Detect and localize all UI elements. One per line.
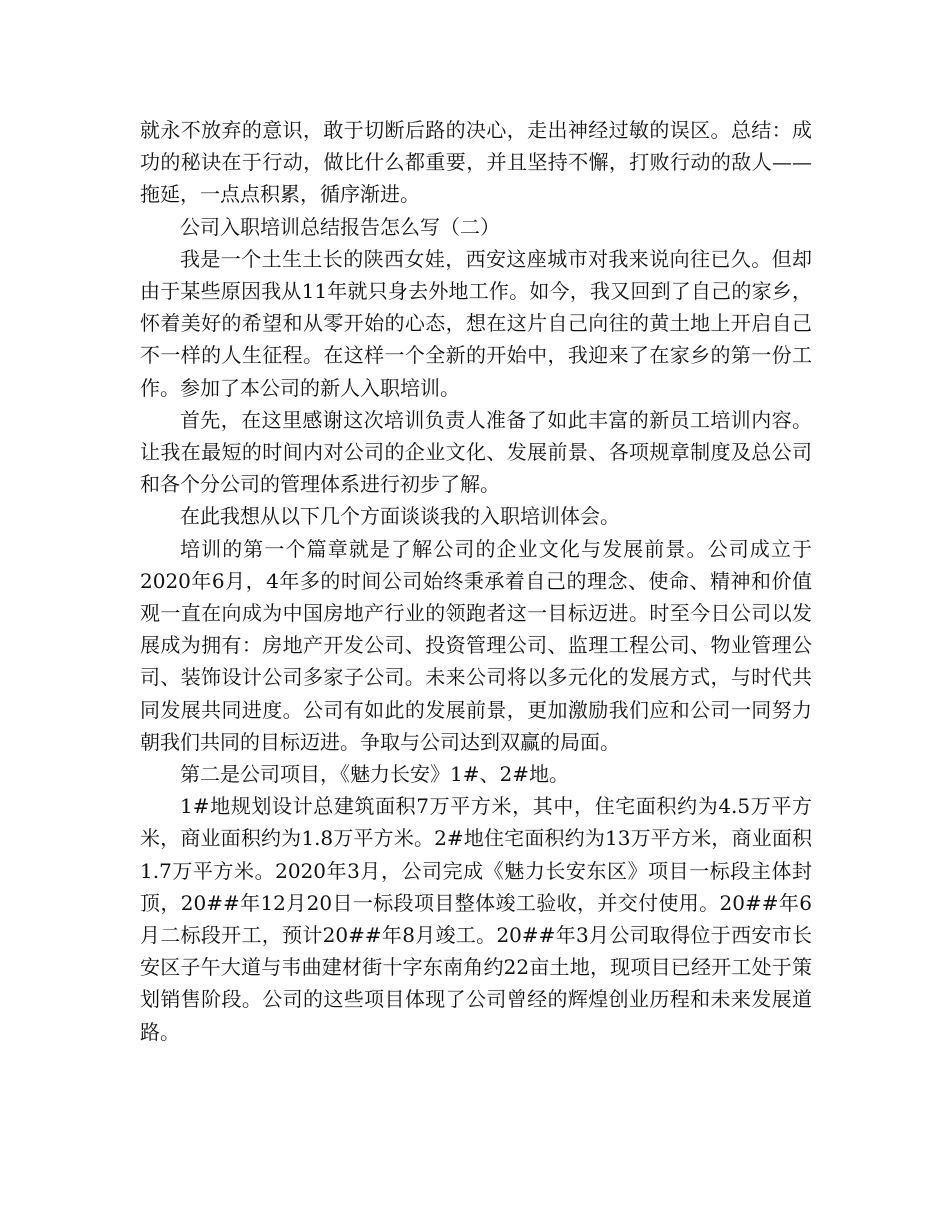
paragraph-projects-heading: 第二是公司项目，《魅力长安》1#、2#地。 (180, 762, 569, 787)
paragraph-aspects: 在此我想从以下几个方面谈谈我的入职培训体会。 (180, 504, 620, 529)
paragraph-intro: 我是一个土生土长的陕西女娃，西安这座城市对我来说向往已久。但却由于某些原因我从11年就只身去外地工作。如今，我又回到了自己的家乡，怀着美好的希望和从零开始的心态，想在这片自己向往的黄土地上开启自己不一样的人生征程。在这样一个全新的开始中，我迎来了在家乡的第一份工作。参加了本公司的新人入职培训。 (140, 246, 812, 400)
paragraph-projects-detail: 1#地规划设计总建筑面积7万平方米，其中，住宅面积约为4.5万平方米，商业面积约为1.8万平方米。2#地住宅面积约为13万平方米，商业面积1.7万平方米。2020年3月，公司完成《魅力长安东区》项目一标段主体封顶，20##年12月20日一标段项目整体竣工验收，并交付使用。20##年6月二标段开工，预计20##年8月竣工。20##年3月公司取得位于西安市长安区子午大道与韦曲建材街十字东南角约22亩土地，现项目已经开工处于策划销售阶段。公司的这些项目体现了公司曾经的辉煌创业历程和未来发展道路。 (140, 794, 812, 1044)
document-body (140, 114, 812, 1048)
section-heading: 公司入职培训总结报告怎么写（二） (180, 214, 500, 239)
paragraph-thanks: 首先，在这里感谢这次培训负责人准备了如此丰富的新员工培训内容。让我在最短的时间内对公司的企业文化、发展前景、各项规章制度及总公司和各个分公司的管理体系进行初步了解。 (140, 407, 812, 497)
paragraph-culture: 培训的第一个篇章就是了解公司的企业文化与发展前景。公司成立于2020年6月，4年多的时间公司始终秉承着自己的理念、使命、精神和价值观一直在向成为中国房地产行业的领跑者这一目标迈进。时至今日公司以发展成为拥有：房地产开发公司、投资管理公司、监理工程公司、物业管理公司、装饰设计公司多家子公司。未来公司将以多元化的发展方式，与时代共同发展共同进度。公司有如此的发展前景，更加激励我们应和公司一同努力朝我们共同的目标迈进。争取与公司达到双赢的局面。 (140, 536, 812, 754)
paragraph-continuation: 就永不放弃的意识，敢于切断后路的决心，走出神经过敏的误区。总结：成功的秘诀在于行动，做比什么都重要，并且坚持不懈，打败行动的敌人——拖延，一点点积累，循序渐进。 (140, 118, 812, 207)
